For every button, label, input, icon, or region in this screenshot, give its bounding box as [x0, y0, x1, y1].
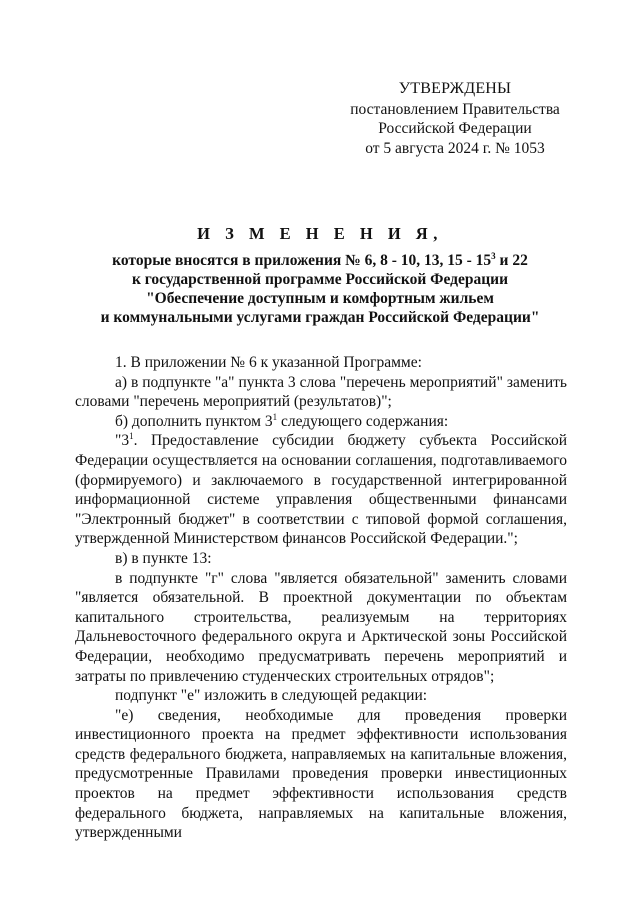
paragraph: а) в подпункте "а" пункта 3 слова "перечень мероприятий" заменить словами "перечень мероприятий (результатов)";: [75, 373, 567, 411]
paragraph: в) в пункте 13:: [115, 549, 212, 567]
paragraph-text: б) дополнить пунктом 3: [115, 412, 273, 430]
paragraph: в подпункте "г" слова "является обязательной" заменить словами "является обязательной. В проектной документации по объектам капитального строительства, реализуемым на территориях Дальневосточного федерального округа и Арктической зоны Российской Федерации, необходимо предусматривать перечень мероприятий и затраты по привлечению студенческих строительных отрядов";: [75, 569, 567, 685]
document-heading: [60, 222, 580, 327]
approval-line: от 5 августа 2024 г. № 1053: [365, 139, 545, 157]
approval-block: [330, 79, 580, 158]
heading-subtitle-line: и коммунальными услугами граждан Российской Федерации": [100, 309, 540, 326]
paragraph: подпункт "е" изложить в следующей редакции:: [115, 687, 428, 705]
paragraph: [75, 431, 567, 549]
document-body: [75, 353, 567, 843]
approval-line: постановлением Правительства: [350, 100, 560, 118]
paragraph: [75, 412, 567, 432]
heading-title: И З М Е Н Е Н И Я,: [197, 224, 443, 243]
paragraph: "е) сведения, необходимые для проведения проверки инвестиционного проекта на предмет эффективности использования средств федерального бюджета, направляемых на капитальные вложения, предусмотренные Правилами проведения проверки инвестиционных проектов на предмет эффективности использования средств федерального бюджета, направляемых на капитальные вложения, утвержденными: [75, 706, 567, 842]
paragraph-text: следующего содержания:: [277, 412, 449, 430]
heading-text: которые вносятся в приложения № 6, 8 - 10, 13, 15 - 15: [112, 252, 492, 269]
superscript: 1: [272, 411, 278, 422]
heading-subtitle-line: [60, 251, 580, 270]
paragraph: 1. В приложении № 6 к указанной Программе:: [115, 354, 422, 371]
approval-title: УТВЕРЖДЕНЫ: [398, 80, 512, 97]
paragraph-text: . Предоставление субсидии бюджету субъекта Российской Федерации осуществляется на основании соглашения, подготавливаемого (формируемого) и заключаемого в государственной интегрированной информационной системе управления общественными финансами "Электронный бюджет" в соответствии с типовой формой соглашения, утвержденной Министерством финансов Российской Федерации.";: [75, 432, 567, 548]
superscript: 3: [491, 250, 496, 261]
heading-subtitle-line: "Обеспечение доступным и комфортным жильем: [146, 290, 494, 307]
superscript: 1: [129, 431, 134, 442]
heading-text: и 22: [495, 252, 528, 269]
heading-subtitle-line: к государственной программе Российской Федерации: [131, 271, 509, 288]
paragraph-text: "3: [115, 432, 130, 450]
approval-line: Российской Федерации: [378, 120, 532, 137]
